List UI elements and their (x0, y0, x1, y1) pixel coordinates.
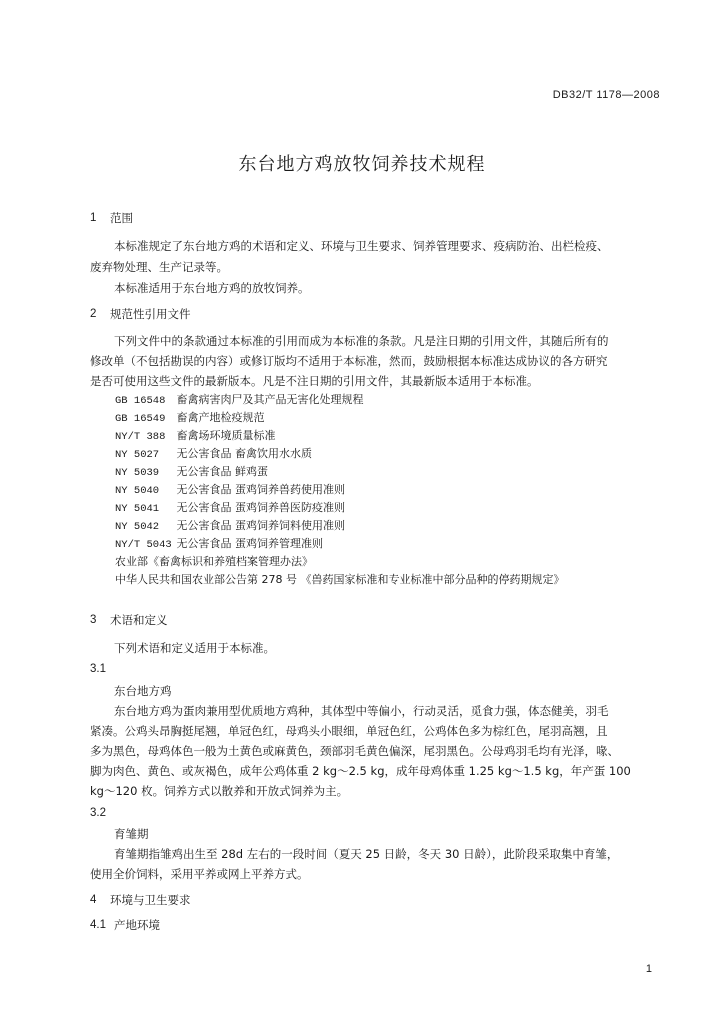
reference-item (115, 499, 564, 517)
page-title: 东台地方鸡放牧饲养技术规程 (238, 154, 486, 175)
clause-4-1-heading: 产地环境 (114, 918, 160, 932)
reference-code: NY 5040 (115, 485, 160, 497)
section-2-heading: 规范性引用文件 (110, 307, 191, 321)
term-definition-line: 紧凑。公鸡头昂胸挺尾翘，单冠色红，母鸡头小眼细，单冠色红，公鸡体色多为棕红色，尾羽高翘，且 (90, 724, 608, 738)
term-definition-line: 使用全价饲料，采用平养或网上平养方式。 (90, 867, 309, 881)
page-number: 1 (645, 963, 652, 975)
reference-title: 中华人民共和国农业部公告第 278 号 《兽药国家标准和专业标准中部分品种的停药期规定》 (115, 573, 565, 586)
reference-item (115, 481, 564, 499)
section-3-heading: 术语和定义 (110, 613, 168, 627)
section-3-intro: 下列术语和定义适用于本标准。 (114, 641, 275, 655)
term-definition-line: 东台地方鸡为蛋肉兼用型优质地方鸡种，其体型中等偏小，行动灵活，觅食力强，体态健美，羽毛 (114, 704, 609, 718)
clause-3-1-number: 3.1 (90, 663, 106, 675)
reference-code: NY 5041 (115, 503, 160, 515)
reference-item (115, 427, 564, 445)
reference-title: 无公害食品 畜禽饮用水水质 (176, 447, 312, 460)
reference-item (115, 391, 564, 409)
reference-item (115, 571, 564, 589)
reference-title: 无公害食品 蛋鸡饲养兽药使用准则 (176, 483, 345, 496)
section-3-number: 3 (90, 614, 97, 626)
section-4-number: 4 (90, 894, 97, 906)
reference-title: 无公害食品 蛋鸡饲养兽医防疫准则 (176, 501, 345, 514)
section-2-number: 2 (90, 308, 97, 320)
section-1-heading: 范围 (110, 211, 133, 225)
reference-code: NY/T 388 (115, 431, 166, 443)
reference-code: GB 16548 (115, 395, 166, 407)
reference-item (115, 553, 564, 571)
term-definition-line: kg～120 枚。饲养方式以散养和开放式饲养为主。 (90, 784, 349, 798)
reference-item (115, 409, 564, 427)
reference-title: 畜禽场环境质量标准 (176, 429, 276, 442)
clause-3-2-number: 3.2 (90, 807, 106, 819)
section-1-scope-line: 本标准适用于东台地方鸡的放牧饲养。 (114, 281, 310, 295)
reference-item (115, 463, 564, 481)
term-heading: 东台地方鸡 (114, 684, 172, 698)
section-1-number: 1 (90, 212, 97, 224)
section-1-paragraph-line: 废弃物处理、生产记录等。 (90, 260, 228, 274)
reference-item (115, 517, 564, 535)
reference-title: 无公害食品 蛋鸡饲养饲料使用准则 (176, 519, 345, 532)
reference-title: 农业部《畜禽标识和养殖档案管理办法》 (115, 555, 313, 568)
clause-4-1-number: 4.1 (90, 919, 106, 931)
normative-reference-list (115, 391, 564, 589)
section-2-paragraph-line: 修改单（不包括勘误的内容）或修订版均不适用于本标准，然而，鼓励根据本标准达成协议的各方研究 (90, 354, 608, 368)
section-2-paragraph-line: 下列文件中的条款通过本标准的引用而成为本标准的条款。凡是注日期的引用文件，其随后所有的 (114, 334, 609, 348)
reference-title: 无公害食品 蛋鸡饲养管理准则 (176, 537, 323, 550)
section-1-paragraph-line: 本标准规定了东台地方鸡的术语和定义、环境与卫生要求、饲养管理要求、疫病防治、出栏检疫、 (114, 239, 609, 253)
reference-code: NY 5039 (115, 467, 160, 479)
reference-title: 畜禽病害肉尸及其产品无害化处理规程 (176, 393, 364, 406)
section-2-paragraph-line: 是否可使用这些文件的最新版本。凡是不注日期的引用文件，其最新版本适用于本标准。 (90, 374, 539, 388)
reference-item (115, 535, 564, 553)
term-definition-line: 多为黑色，母鸡体色一般为土黄色或麻黄色，颈部羽毛黄色偏深，尾羽黑色。公母鸡羽毛均有光泽，喙、 (90, 744, 619, 758)
reference-item (115, 445, 564, 463)
term-definition-line: 育雏期指雏鸡出生至 28d 左右的一段时间（夏天 25 日龄，冬天 30 日龄），此阶段采取集中育雏， (114, 847, 619, 861)
standard-code: DB32/T 1178—2008 (552, 89, 660, 101)
reference-title: 畜禽产地检疫规范 (176, 411, 265, 424)
term-definition-line: 脚为肉色、黄色、或灰褐色，成年公鸡体重 2 kg～2.5 kg，成年母鸡体重 1.25 kg～1.5 kg，年产蛋 100 (90, 764, 631, 778)
reference-code: NY/T 5043 (115, 539, 172, 551)
reference-code: NY 5027 (115, 449, 160, 461)
section-4-heading: 环境与卫生要求 (110, 893, 191, 907)
term-heading: 育雏期 (114, 827, 149, 841)
reference-title: 无公害食品 鲜鸡蛋 (176, 465, 268, 478)
reference-code: NY 5042 (115, 521, 160, 533)
reference-code: GB 16549 (115, 413, 166, 425)
